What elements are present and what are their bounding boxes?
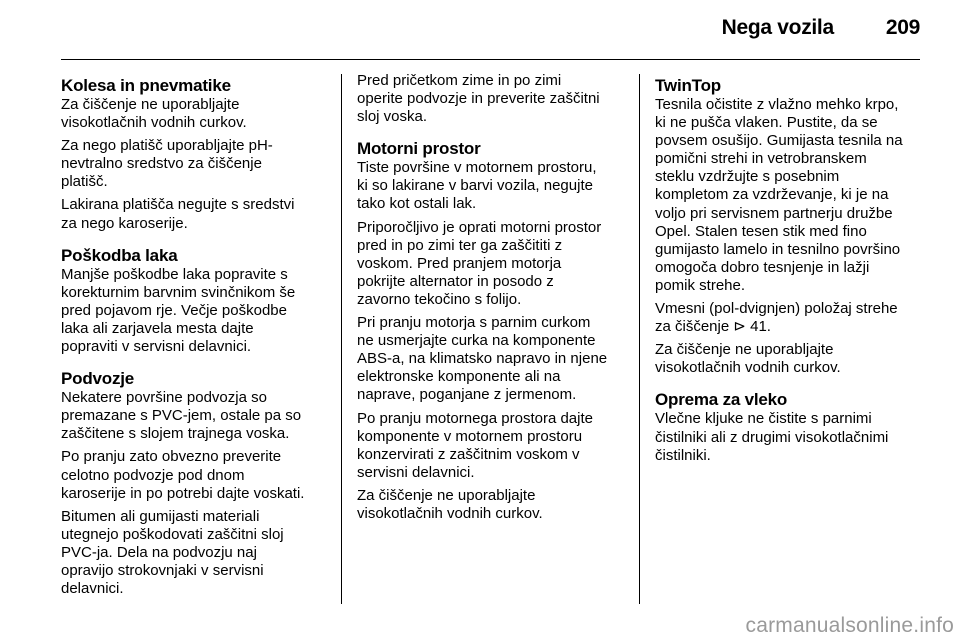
text-column-1 xyxy=(61,76,339,611)
section-engine-compartment xyxy=(357,139,625,523)
section-paint-damage xyxy=(61,246,339,356)
header-divider xyxy=(61,59,920,60)
section-title: Nega vozila xyxy=(721,16,834,39)
paragraph: Za čiščenje ne uporabljajte visokotlačnih vodnih curkov. xyxy=(357,486,543,522)
section-heading: Poškodba laka xyxy=(61,245,178,265)
page-number: 209 xyxy=(885,16,920,39)
paragraph: Za čiščenje ne uporabljajte visokotlačnih vodnih curkov. xyxy=(655,341,841,377)
paragraph: Tiste površine v motornem prostoru, ki so lakirane v barvi vozila, negujte tako kot ostali lak. xyxy=(357,159,597,213)
paragraph: Pri pranju motorja s parnim curkom ne usmerjajte curka na komponente ABS-a, na klimatsko napravo in njene elektronske komponente ali na naprave, poganjane z jermenom. xyxy=(357,314,608,404)
paragraph: Priporočljivo je oprati motorni prostor pred in po zimi ter ga zaščititi z voskom. Pred pranjem motorja pokrijte alternator in posodo z zavorno tekočino s folijo. xyxy=(357,218,602,308)
column-divider-2 xyxy=(639,74,640,604)
watermark: carmanualsonline.info xyxy=(745,614,954,637)
section-underbody xyxy=(61,369,339,598)
section-towing-equipment xyxy=(655,390,925,464)
section-heading: Oprema za vleko xyxy=(655,390,788,410)
section-twintop xyxy=(655,76,925,377)
paragraph-with-page-reference: Vmesni (pol-dvignjen) položaj strehe za čiščenje ⊳ 41. xyxy=(655,300,898,336)
paragraph: Vlečne kljuke ne čistite s parnimi čistilniki ali z drugimi visokotlačnimi čistilniki. xyxy=(655,410,889,464)
section-wheels-tyres xyxy=(61,76,339,233)
paragraph: Manjše poškodbe laka popravite s korekturnim barvnim svinčnikom še pred pojavom rje. Večje poškodbe laka ali zarjavela mesta dajte popraviti v servisni delavnici. xyxy=(61,265,296,356)
section-heading: TwinTop xyxy=(655,76,721,95)
section-heading: Podvozje xyxy=(61,369,135,389)
text-column-2 xyxy=(357,72,625,536)
paragraph: Po pranju motornega prostora dajte komponente v motornem prostoru konzervirati z zaščitnim voskom v servisni delavnici. xyxy=(357,409,593,481)
paragraph: Po pranju zato obvezno preverite celotno podvozje pod dnom karoserije in po potrebi dajte voskati. xyxy=(61,448,305,502)
paragraph: Lakirana platišča negujte s sredstvi za nego karoserije. xyxy=(61,196,295,232)
column-divider-1 xyxy=(341,74,342,604)
paragraph: Za čiščenje ne uporabljajte visokotlačnih vodnih curkov. xyxy=(61,96,247,132)
text-column-3 xyxy=(655,76,925,478)
section-heading: Motorni prostor xyxy=(357,139,481,159)
paragraph: Nekatere površine podvozja so premazane s PVC-jem, ostale pa so zaščitene s slojem trajnega voska. xyxy=(61,389,302,443)
page-header xyxy=(722,16,920,40)
section-underbody-continued xyxy=(357,72,625,126)
paragraph: Bitumen ali gumijasti materiali utegnejo poškodovati zaščitni sloj PVC-ja. Dela na podvozju naj opravijo strokovnjaki v servisni delavnici. xyxy=(61,507,284,598)
paragraph: Tesnila očistite z vlažno mehko krpo, ki ne pušča vlaken. Pustite, da se povsem osušijo. Gumijasta tesnila na pomični strehi in vetrobranskem steklu vzdržujte s posebnim kompletom za vzdrževanje, ki je na voljo pri servisnem partnerju družbe Opel. Stalen tesen stik med fino gumijasto lamelo in tesnilno površino omogoča dobro tesnjenje in lažji pomik strehe. xyxy=(655,96,903,294)
section-heading: Kolesa in pnevmatike xyxy=(61,76,231,95)
paragraph: Za nego platišč uporabljajte pH- nevtralno sredstvo za čiščenje platišč. xyxy=(61,137,273,191)
paragraph: Pred pričetkom zime in po zimi operite podvozje in preverite zaščitni sloj voska. xyxy=(357,72,600,126)
